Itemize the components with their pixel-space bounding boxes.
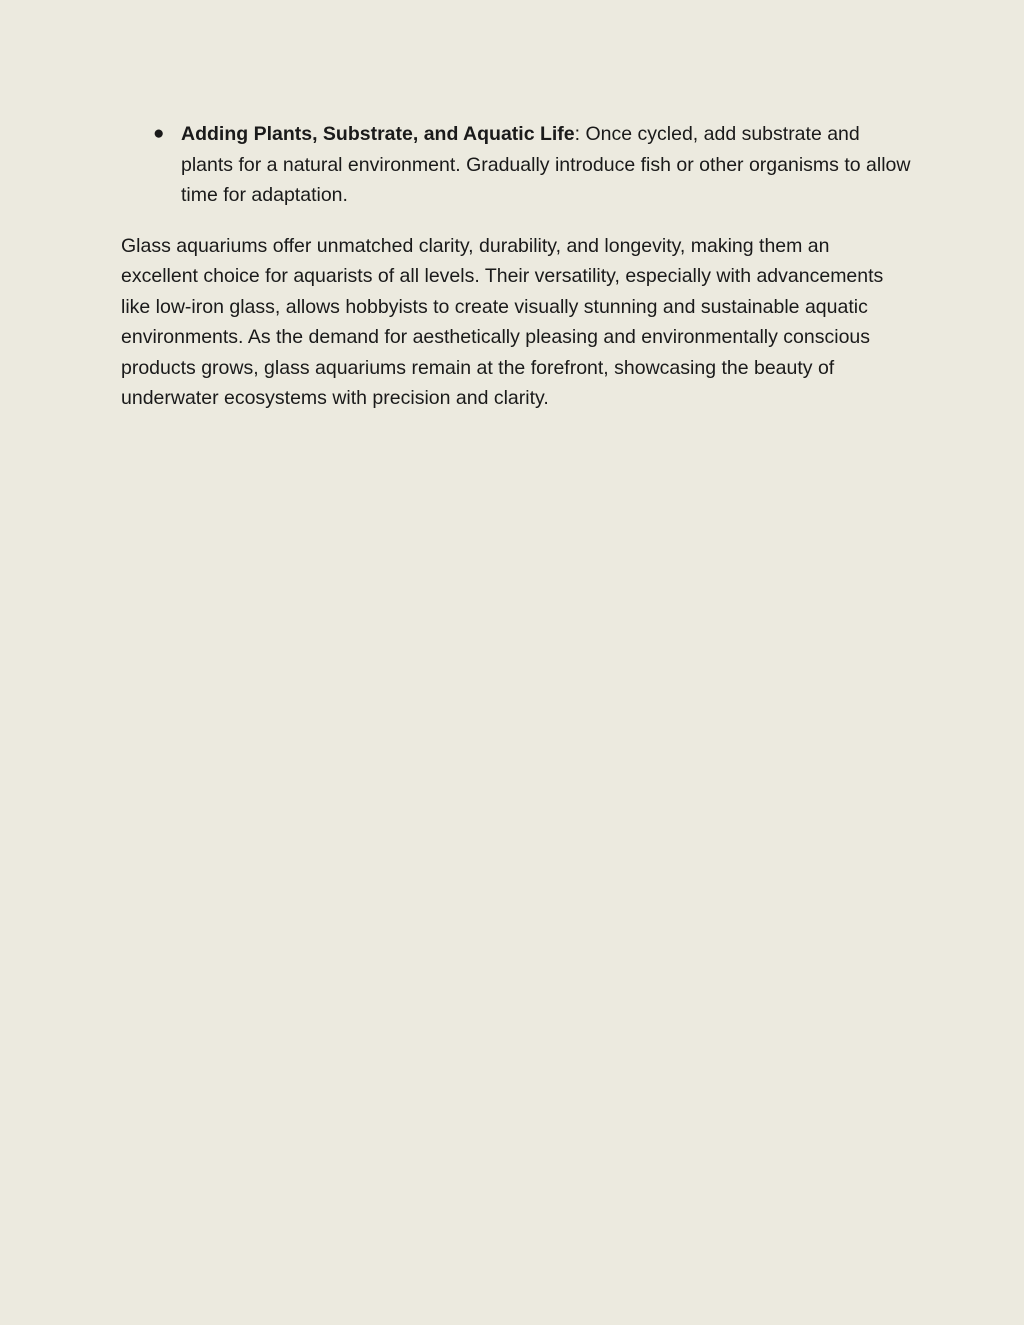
conclusion-paragraph: Glass aquariums offer unmatched clarity, durability, and longevity, making them an excellent choice for aquarists of all levels. Their versatility, especially with advancements like low-iron glass, allows hobbyists to create visually stunning and sustainable aquatic environments. As the demand for aesthetically pleasing and environmentally conscious products grows, glass aquariums remain at the forefront, showcasing the beauty of underwater ecosystems with precision and clarity. bbox=[121, 234, 884, 409]
bullet-item-adding-plants bbox=[121, 119, 911, 211]
bullet-separator: : bbox=[574, 123, 581, 145]
bullet-list bbox=[121, 119, 911, 211]
bullet-marker: ● bbox=[153, 123, 165, 144]
bullet-text: Once cycled, add substrate and plants for a natural environment. Gradually introduce fish or other organisms to allow time for adaptation. bbox=[181, 123, 911, 206]
document-content bbox=[121, 119, 911, 414]
bullet-title: Adding Plants, Substrate, and Aquatic Life bbox=[181, 123, 575, 145]
